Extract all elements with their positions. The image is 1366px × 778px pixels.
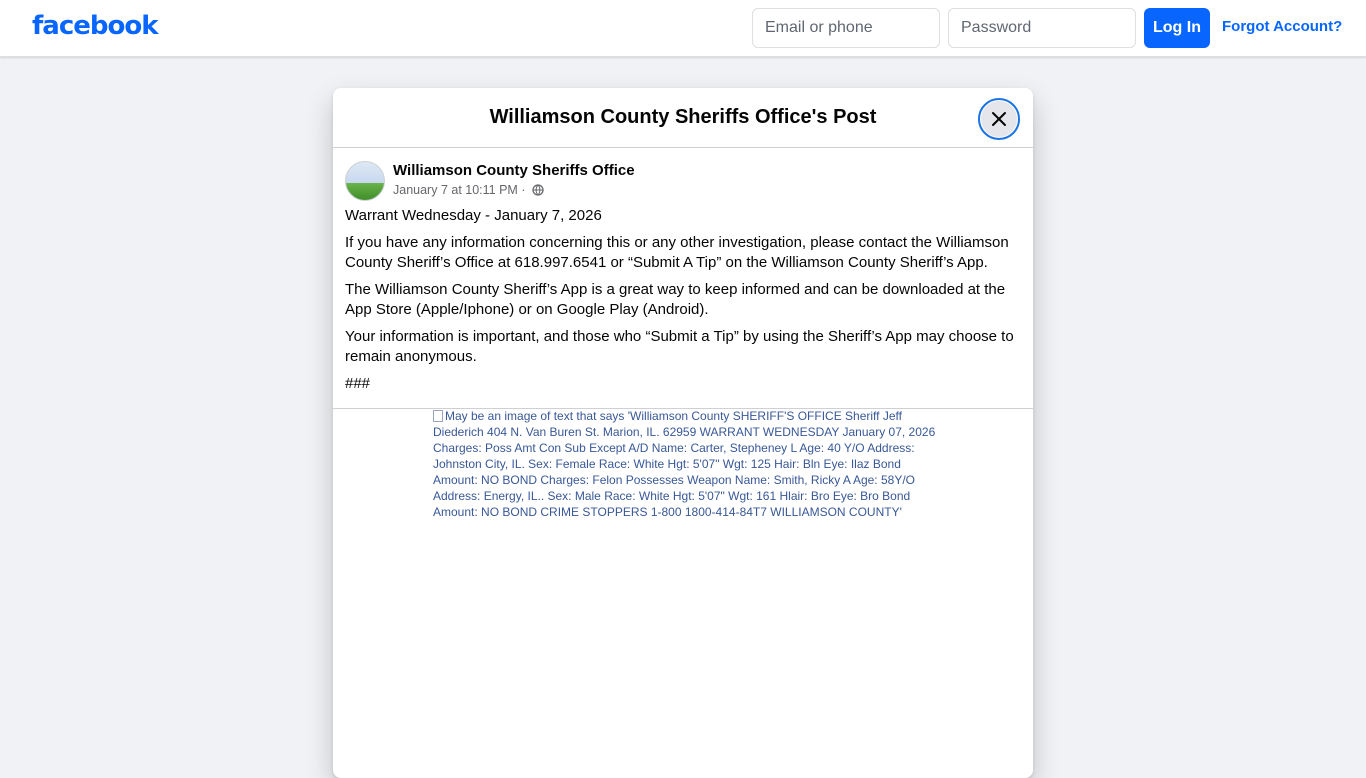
post-paragraph: ### [345,375,371,392]
post-paragraph: Your information is important, and those who “Submit a Tip” by using the Sheriff’s App may choose to remain anonymous. [345,328,1014,365]
post-paragraph: Warrant Wednesday - January 7, 2026 [345,207,602,224]
facebook-logo[interactable]: facebook [32,11,158,41]
post-image-alt-text: May be an image of text that says 'Williamson County SHERIFF'S OFFICE Sheriff Jeff Diederich 404 N. Van Buren St. Marion, IL. 62959 WARRANT WEDNESDAY January 07, 2026 Charges: Poss Amt Con Sub Except A/D Name: Carter, Stepheney L Age: 40 Y/O Address: Johnston City, IL. Sex: Female Race: White Hgt: 5'07" Wgt: 125 Hair: Bln Eye: Ilaz Bond Amount: NO BOND Charges: Felon Possesses Weapon Name: Smith, Ricky A Age: 58Y/O Address: Energy, IL.. Sex: Male Race: White Hgt: 5'07" Wgt: 161 Hlair: Bro Eye: Bro Bond Amount: NO BOND CRIME STOPPERS 1-800 1800-414-84T7 WILLIAMSON COUNTY' [433,409,936,519]
password-field[interactable] [948,8,1136,48]
dialog-title: Williamson County Sheriffs Office's Post [489,106,877,128]
post-paragraph: The Williamson County Sheriff’s App is a great way to keep informed and can be downloaded at the App Store (Apple/Iphone) or on Google Play (Android). [345,281,1006,318]
login-button[interactable]: Log In [1144,8,1210,48]
top-navigation-bar [0,0,1366,57]
author-avatar[interactable] [345,161,385,201]
post-image[interactable] [433,408,943,520]
close-icon [991,111,1007,127]
forgot-account-link[interactable]: Forgot Account? [1222,18,1343,35]
post-dialog [333,88,1033,778]
close-button[interactable] [978,98,1020,140]
dialog-header [333,88,1033,148]
broken-image-icon [433,410,443,422]
post-timestamp[interactable]: January 7 at 10:11 PM [393,183,518,197]
post-text [345,206,1025,401]
post-meta [393,183,544,197]
email-field[interactable] [752,8,940,48]
meta-separator: · [521,183,526,197]
globe-icon [532,184,544,196]
author-name[interactable]: Williamson County Sheriffs Office [393,162,635,179]
post-paragraph: If you have any information concerning this or any other investigation, please contact the Williamson County Sheriff’s Office at 618.997.6541 or “Submit A Tip” on the Williamson County Sheriff’s App. [345,234,1009,271]
